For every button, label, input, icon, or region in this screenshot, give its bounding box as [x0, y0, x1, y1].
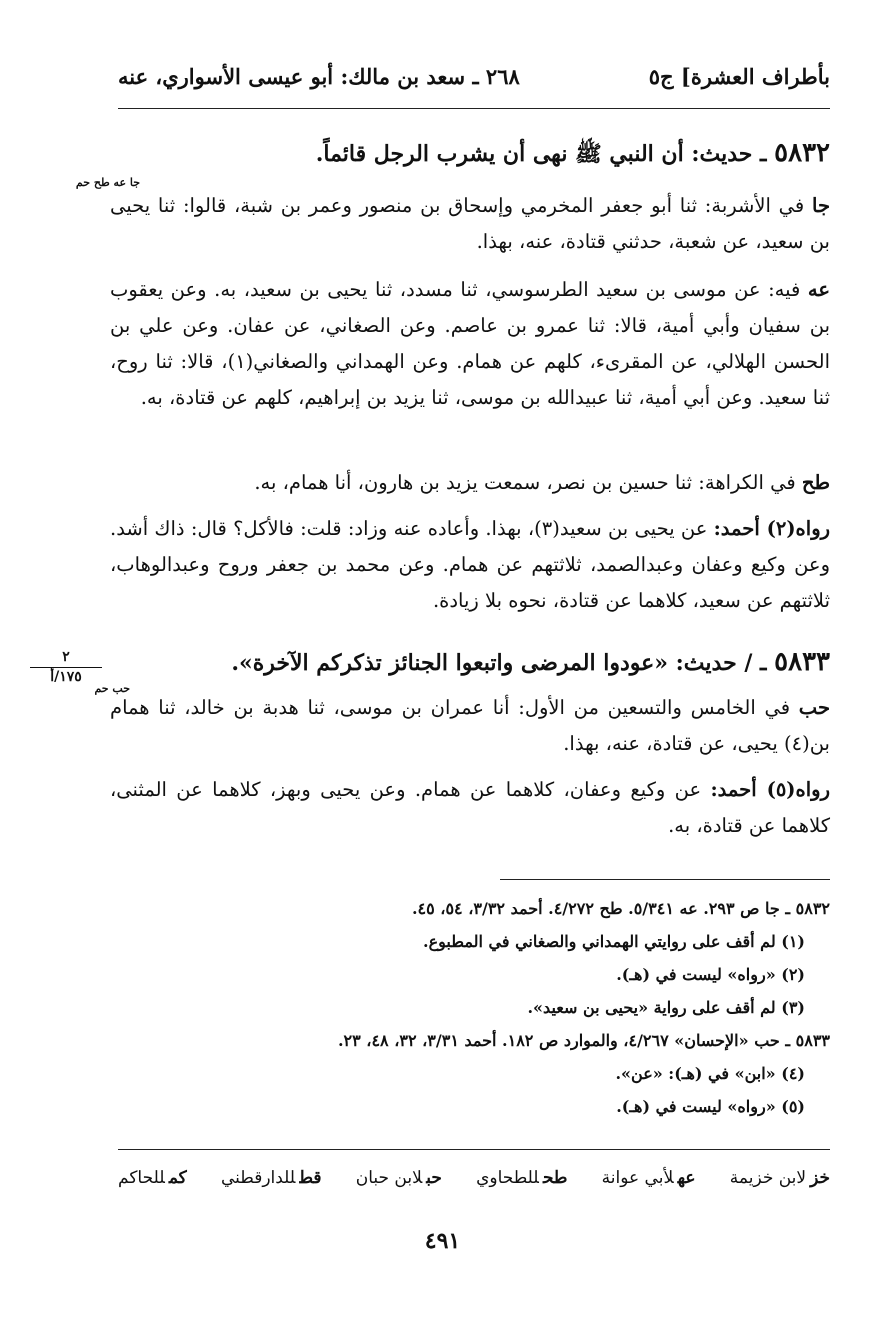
legend-item: قطللدارقطني: [220, 1168, 322, 1188]
hadith-number: ٥٨٣٣: [774, 647, 830, 677]
paragraph-text: عن وكيع وعفان، كلاهما عن همام. وعن يحيى وبهز، كلاهما عن المثنى، كلاهما عن قتادة، به.: [110, 778, 830, 837]
footnotes: [110, 892, 830, 1123]
hadith-5833-title: [110, 647, 830, 677]
hadith-5832-paragraph-1: [110, 188, 830, 260]
folio-note-top: ٢: [30, 648, 102, 668]
paragraph-lead: رواه(٥) أحمد:: [710, 778, 830, 801]
paragraph-lead: رواه(٢) أحمد:: [713, 517, 831, 540]
paragraph-lead: عه: [807, 278, 830, 301]
paragraph-lead: جا: [812, 194, 830, 217]
footnote-2: (٢) «رواه» ليست في (هـ).: [616, 965, 805, 984]
hadith-5832-paragraph-4: [110, 511, 830, 619]
hadith-title-text: ـ / حديث: «عودوا المرضى واتبعوا الجنائز تذكركم الآخرة».: [231, 650, 767, 676]
paragraph-lead: طح: [801, 471, 830, 494]
footnote-3: (٣) لم أقف على رواية «يحيى بن سعيد».: [527, 998, 805, 1017]
paragraph-text: عن يحيى بن سعيد(٣)، بهذا. وأعاده عنه وزاد: قلت: فالأكل؟ قال: ذاك أشد. وعن وكيع وعفان وعبدالصمد، ثلاثتهم عن همام. وعن محمد بن جعفر وروح وعبدالوهاب، ثلاثتهم عن سعيد، كلاهما عن قتادة، نحوه بلا زيادة.: [110, 517, 830, 612]
header-book-title: بأطراف العشرة] ج٥: [648, 63, 830, 89]
folio-note-bottom: ١٧٥/أ: [50, 669, 82, 685]
footnote-source-5832: ٥٨٣٢ ـ جا ص ٢٩٣. عه ٥/٣٤١. طح ٤/٢٧٢. أحمد ٣/٣٢، ٥٤، ٤٥.: [411, 899, 830, 918]
legend-item: كمللحاكم: [118, 1168, 187, 1188]
legend-item: طحللطحاوي: [476, 1168, 568, 1188]
header-section: ٢٦٨ ـ سعد بن مالك: أبو عيسى الأسواري، عنه: [118, 63, 520, 89]
hadith-5832-title: [110, 138, 830, 172]
paragraph-text: في الخامس والتسعين من الأول: أنا عمران بن موسى، ثنا هدبة بن خالد، ثنا همام بن(٤) يحيى، عن قتادة، عنه، بهذا.: [110, 696, 830, 755]
hadith-number: ٥٨٣٢: [774, 138, 830, 168]
header-rule: [118, 108, 830, 109]
hadith-5832-source-codes: جا عه طح حم: [75, 176, 140, 189]
footnote-5: (٥) «رواه» ليست في (هـ).: [616, 1097, 805, 1116]
legend-item: خزلابن خزيمة: [729, 1168, 830, 1188]
legend-item: عهلأبي عوانة: [601, 1168, 696, 1188]
hadith-5833-paragraph-2: [110, 772, 830, 844]
legend-item: حبلابن حبان: [355, 1168, 442, 1188]
hadith-5833-paragraph-1: [110, 690, 830, 762]
paragraph-text: فيه: عن موسى بن سعيد الطرسوسي، ثنا مسدد، ثنا يحيى بن سعيد، به. وعن يعقوب بن سفيان وأبي أمية، قالا: ثنا عمرو بن عاصم. وعن الصغاني، عن عفان. وعن علي بن الحسن الهلالي، عن المقرىء، كلهم عن همام. وعن الهمداني والصغاني(١)، قالا: ثنا روح، ثنا سعيد. وعن أبي أمية، ثنا عبيدالله بن موسى، ثنا يزيد بن إبراهيم، كلهم عن قتادة، به.: [110, 278, 830, 409]
running-header: [118, 56, 830, 96]
paragraph-text: في الكراهة: ثنا حسين بن نصر، سمعت يزيد بن هارون، أنا همام، به.: [254, 471, 802, 494]
legend-rule: [118, 1149, 830, 1150]
hadith-title-text: ـ حديث: أن النبي ﷺ نهى أن يشرب الرجل قائماً.: [315, 141, 767, 167]
hadith-5832-paragraph-2: [110, 272, 830, 416]
footnote-source-5833: ٥٨٣٣ ـ حب «الإحسان» ٤/٢٦٧، والموارد ص ١٨٢. أحمد ٣/٣١، ٣٢، ٤٨، ٢٣.: [337, 1031, 830, 1050]
paragraph-text: في الأشربة: ثنا أبو جعفر المخرمي وإسحاق بن منصور وعمر بن شبة، قالوا: ثنا يحيى بن سعيد، عن شعبة، حدثني قتادة، عنه، بهذا.: [110, 194, 830, 253]
footnote-4: (٤) «ابن» في (هـ): «عن».: [615, 1064, 805, 1083]
hadith-5833-source-codes: حب حم: [94, 682, 130, 695]
footnote-rule: [500, 879, 830, 880]
footnote-1: (١) لم أقف على روايتي الهمداني والصغاني في المطبوع.: [423, 932, 805, 951]
paragraph-lead: حب: [798, 696, 830, 719]
hadith-5832-paragraph-3: [110, 465, 830, 501]
manuscript-folio-note: [30, 648, 102, 686]
page-number: ٤٩١: [424, 1228, 461, 1254]
abbreviation-legend: [118, 1158, 830, 1198]
